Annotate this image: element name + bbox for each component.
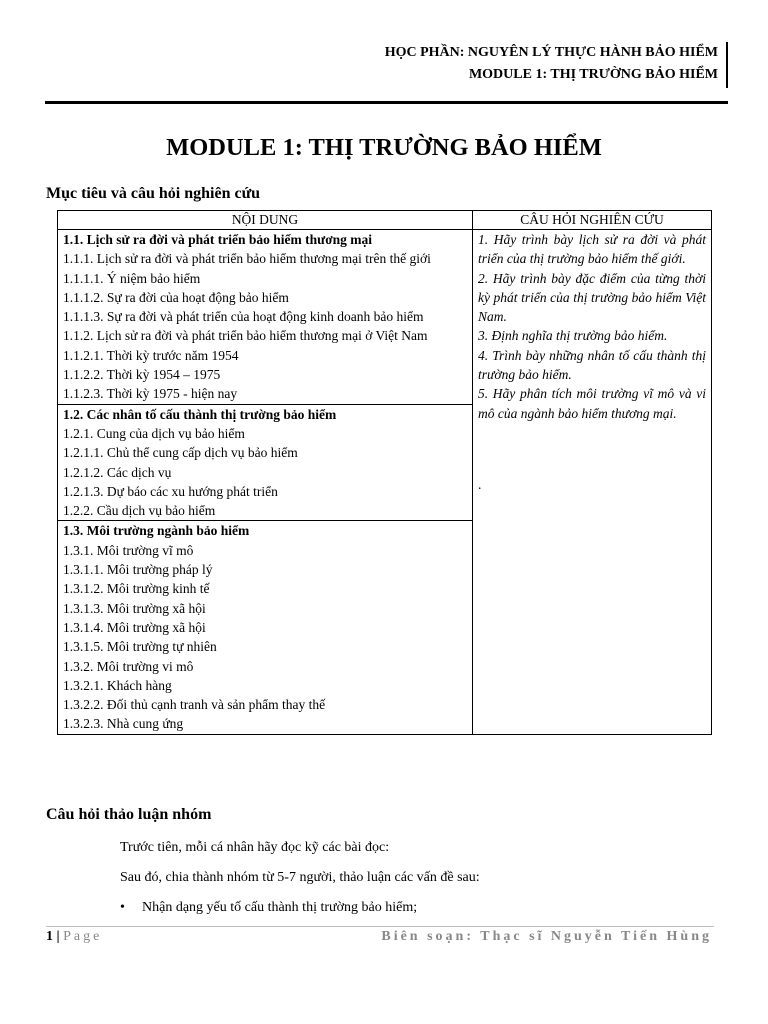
section-heading-objectives: Mục tiêu và câu hỏi nghiên cứu — [46, 185, 261, 202]
content-line: 1.2.1. Cung của dịch vụ bảo hiểm — [63, 425, 245, 441]
content-line: 1.3.2. Môi trường vi mô — [63, 658, 194, 674]
section-heading-discussion: Câu hỏi thảo luận nhóm — [46, 806, 212, 823]
bullet-text: Nhận dạng yếu tố cấu thành thị trường bảo hiểm; — [142, 900, 418, 915]
column-header-questions: CÂU HỎI NGHIÊN CỨU — [473, 211, 712, 230]
question-item: 4. Trình bày những nhân tố cấu thành thị trường bảo hiểm. — [478, 347, 706, 383]
content-line: 1.3.1. Môi trường vĩ mô — [63, 542, 194, 558]
header-module-title: MODULE 1: THỊ TRƯỜNG BẢO HIỂM — [468, 67, 718, 82]
page-number: 1 — [46, 929, 53, 944]
paragraph: Trước tiên, mỗi cá nhân hãy đọc kỹ các bài đọc: — [120, 840, 390, 855]
column-header-content: NỘI DUNG — [58, 211, 473, 230]
content-line: 1.3.2.3. Nhà cung ứng — [63, 716, 184, 732]
questions-cell — [473, 230, 712, 735]
content-line: 1.1.2.3. Thời kỳ 1975 - hiện nay — [63, 386, 238, 402]
header-course-title: HỌC PHẦN: NGUYÊN LÝ THỰC HÀNH BẢO HIỂM — [384, 45, 718, 60]
content-cell-group-1 — [58, 230, 473, 405]
question-item: 1. Hãy trình bày lịch sử ra đời và phát triển của thị trường bảo hiểm thế giới. — [478, 232, 706, 267]
content-cell-group-3 — [58, 521, 473, 734]
content-line: 1.3.1.2. Môi trường kinh tế — [63, 581, 210, 597]
content-line: 1.1.1. Lịch sử ra đời và phát triển bảo hiểm thương mại trên thế giới — [63, 251, 431, 267]
header-rule — [45, 101, 728, 104]
content-line: 1.1.2.2. Thời kỳ 1954 – 1975 — [63, 367, 221, 383]
content-line: 1.1.2.1. Thời kỳ trước năm 1954 — [63, 347, 239, 363]
content-line: 1.3.1.5. Môi trường tự nhiên — [63, 639, 217, 655]
page-title: MODULE 1: THỊ TRƯỜNG BẢO HIỂM — [166, 134, 602, 161]
content-line: 1.2. Các nhân tố cấu thành thị trường bảo hiểm — [63, 406, 337, 422]
content-line: 1.3. Môi trường ngành bảo hiểm — [63, 523, 250, 539]
content-line: 1.2.1.3. Dự báo các xu hướng phát triển — [63, 483, 278, 499]
table-header-row — [58, 211, 712, 230]
content-line: 1.3.1.3. Môi trường xã hội — [63, 600, 206, 616]
paragraph: Sau đó, chia thành nhóm từ 5-7 người, thảo luận các vấn đề sau: — [120, 870, 480, 885]
objectives-table — [57, 210, 712, 735]
content-line: 1.3.1.1. Môi trường pháp lý — [63, 562, 213, 578]
content-line: 1.2.1.2. Các dịch vụ — [63, 464, 172, 480]
content-line: 1.2.1.1. Chủ thể cung cấp dịch vụ bảo hiểm — [63, 445, 298, 461]
content-line: 1.1.1.2. Sự ra đời của hoạt động bảo hiểm — [63, 289, 289, 305]
content-line: 1.1.1.1. Ý niệm bảo hiểm — [63, 270, 201, 286]
question-item: 5. Hãy phân tích môi trường vĩ mô và vi mô của ngành bảo hiểm thương mại. — [478, 386, 706, 421]
content-line: 1.1.2. Lịch sử ra đời và phát triển bảo hiểm thương mại ở Việt Nam — [63, 328, 428, 344]
header-vertical-bar — [726, 42, 728, 88]
page-label: Page — [63, 929, 103, 944]
footer-rule — [46, 926, 714, 927]
footer-page — [46, 929, 102, 945]
table-row — [58, 230, 712, 405]
footer-author: Biên soạn: Thạc sĩ Nguyễn Tiến Hùng — [381, 929, 712, 944]
bullet-item — [120, 900, 417, 916]
question-item: 3. Định nghĩa thị trường bảo hiểm. — [478, 328, 668, 344]
content-line: 1.2.2. Cầu dịch vụ bảo hiểm — [63, 503, 216, 519]
content-line: 1.1.1.3. Sự ra đời và phát triển của hoạt động kinh doanh bảo hiểm — [63, 309, 424, 325]
content-line: 1.3.1.4. Môi trường xã hội — [63, 619, 206, 635]
content-line: 1.3.2.2. Đối thủ cạnh tranh và sản phẩm thay thế — [63, 697, 326, 713]
content-cell-group-2 — [58, 404, 473, 521]
content-line: 1.3.2.1. Khách hàng — [63, 677, 172, 693]
page-separator: | — [53, 929, 64, 944]
content-line: 1.1. Lịch sử ra đời và phát triển bảo hiểm thương mại — [63, 232, 373, 247]
running-header — [385, 42, 718, 86]
question-item: 2. Hãy trình bày đặc điểm của từng thời kỳ phát triển của thị trường bảo hiểm Việt Nam. — [478, 270, 706, 325]
trailing-dot: . — [478, 476, 482, 492]
bullet-icon: • — [120, 900, 125, 915]
